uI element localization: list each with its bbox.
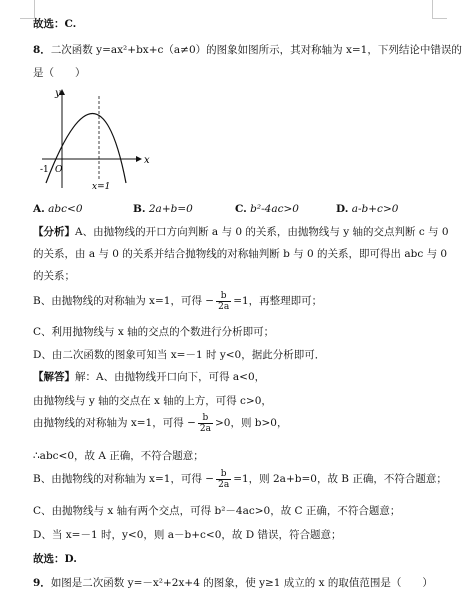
neg-one-label: -1 bbox=[40, 165, 49, 175]
solution-line-7: D、当 x=－1 时，y<0，则 a－b+c<0，故 D 错误，符合题意； bbox=[33, 529, 342, 541]
y-axis-label: y bbox=[55, 88, 61, 99]
analysis-line-3: 的关系； bbox=[33, 270, 75, 282]
q8-option-b: B. 2a+b=0 bbox=[133, 203, 193, 215]
solution-answer: 故选：D. bbox=[33, 553, 77, 565]
q9-stem-text: 如图是二次函数 y=－x²+2x+4 的图象，使 y≥1 成立的 x 的取值范围是（ ） bbox=[50, 577, 433, 589]
solution-line-6: C、由抛物线与 x 轴有两个交点，可得 b²－4ac>0，故 C 正确，不符合题意； bbox=[33, 505, 401, 517]
q8-option-a: A. abc<0 bbox=[33, 203, 83, 215]
x-axis-label: x bbox=[144, 155, 150, 166]
hint-b: B、由抛物线的对称轴为 x=1，可得 − $\frac{b}{2a}$ =1，再整理即可； bbox=[33, 290, 323, 312]
hint-d: D、由二次函数的图象可知当 x=－1 时 y<0，据此分析即可． bbox=[33, 349, 326, 361]
fraction-b-over-2a: $\frac{b}{2a}$ bbox=[218, 468, 230, 490]
q8-option-c: C. b²-4ac>0 bbox=[235, 203, 299, 215]
q8-option-d: D. a-b+c>0 bbox=[336, 203, 399, 215]
analysis-tag: 【分析】 bbox=[33, 226, 75, 238]
symmetry-axis-label: x=1 bbox=[92, 182, 111, 192]
x-axis-arrow bbox=[136, 156, 142, 162]
solution-line-2: 由抛物线与 y 轴的交点在 x 轴的上方，可得 c>0， bbox=[33, 395, 272, 407]
q8-stem bbox=[33, 43, 462, 57]
q8-number: 8． bbox=[33, 44, 51, 56]
fraction-b-over-2a: $\frac{b}{2a}$ bbox=[218, 290, 230, 312]
q9-stem bbox=[33, 576, 433, 590]
page-corner-mark-right bbox=[432, 0, 447, 19]
q9-number: 9． bbox=[33, 577, 51, 589]
solution-line-4: ∴abc<0，故 A 正确，不符合题意； bbox=[33, 450, 204, 462]
q8-stem-text: 二次函数 y=ax²+bx+c（a≠0）的图象如图所示，其对称轴为 x=1，下列结论中错误的 bbox=[50, 44, 462, 56]
q8-parabola-figure bbox=[40, 84, 155, 192]
solution-line-3: 由抛物线的对称轴为 x=1，可得 − $\frac{b}{2a}$ >0，则 b>0， bbox=[33, 412, 288, 434]
q8-stem-continued: 是（ ） bbox=[33, 67, 86, 79]
analysis-line-1: 【分析】A、由抛物线的开口方向判断 a 与 0 的关系，由抛物线与 y 轴的交点判断 c 与 0 bbox=[33, 226, 449, 238]
solution-tag: 【解答】 bbox=[33, 371, 75, 383]
hint-c: C、利用抛物线与 x 轴的交点的个数进行分析即可； bbox=[33, 326, 275, 338]
solution-line-5: B、由抛物线的对称轴为 x=1，可得 − $\frac{b}{2a}$ =1，则 2a+b=0，故 B 正确，不符合题意； bbox=[33, 468, 447, 490]
fraction-b-over-2a: $\frac{b}{2a}$ bbox=[199, 412, 211, 434]
previous-answer: 故选：C. bbox=[33, 18, 77, 30]
solution-line-1: 【解答】解：A、由抛物线开口向下，可得 a<0， bbox=[33, 371, 266, 383]
origin-label: O bbox=[55, 165, 63, 175]
analysis-line-2: 的关系，由 a 与 0 的关系并结合抛物线的对称轴判断 b 与 0 的关系，即可得出 abc 与 0 bbox=[33, 248, 448, 260]
